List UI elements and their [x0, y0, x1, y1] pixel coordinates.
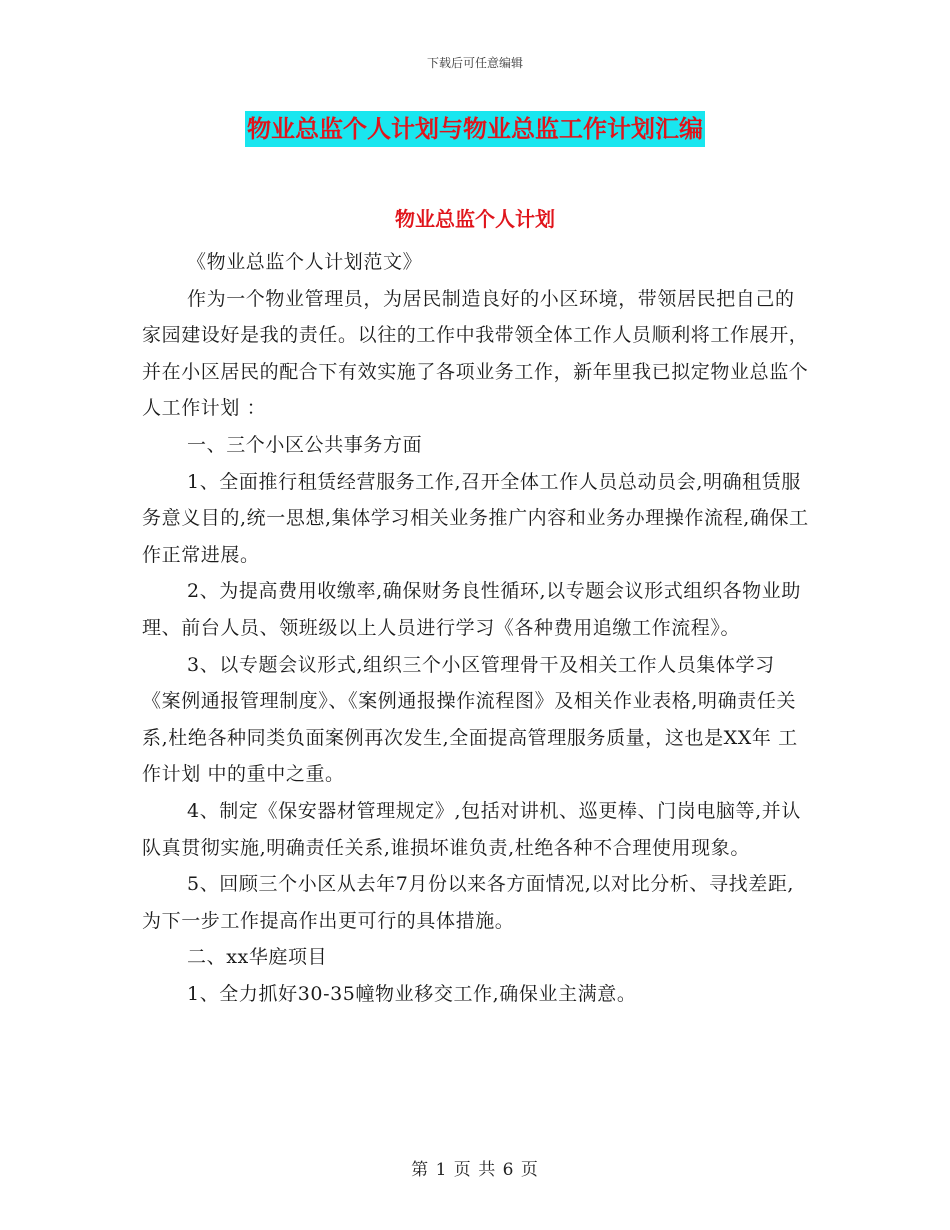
paragraph: 1、全力抓好30-35幢物业移交工作,确保业主满意。 — [187, 982, 637, 1005]
section-title: 物业总监个人计划 — [395, 207, 555, 231]
document-title: 物业总监个人计划与物业总监工作计划汇编 — [245, 111, 705, 147]
paragraph: 4、制定《保安器材管理规定》,包括对讲机、巡更棒、门岗电脑等,并认队真贯彻实施,明确责任关系,谁损坏谁负责,杜绝各种不合理使用现象。 — [142, 799, 801, 859]
paragraph: 二、xx华庭项目 — [187, 946, 328, 969]
paragraph: 5、回顾三个小区从去年7月份以来各方面情况,以对比分析、寻找差距,为下一步工作提高作出更可行的具体措施。 — [142, 873, 795, 932]
header-note: 下载后可任意编辑 — [426, 56, 523, 70]
paragraph: 2、为提高费用收缴率,确保财务良性循环,以专题会议形式组织各物业助理、前台人员、领班级以上人员进行学习《各种费用追缴工作流程》。 — [142, 580, 801, 639]
paragraph: 一、三个小区公共事务方面 — [187, 433, 423, 456]
document-body — [142, 244, 812, 1012]
paragraph: 作为一个物业管理员，为居民制造良好的小区环境，带领居民把自己的家园建设好是我的责任。以往的工作中我带领全体工作人员顺利将工作展开，并在小区居民的配合下有效实施了各项业务工作，新年里我已拟定物业总监个人工作计划 ： — [142, 287, 809, 420]
page-number-footer: 第 1 页 共 6 页 — [411, 1160, 539, 1180]
paragraph: 3、以专题会议形式,组织三个小区管理骨干及相关工作人员集体学习《案例通报管理制度》、《案例通报操作流程图》及相关作业表格,明确责任关系,杜绝各种同类负面案例再次发生,全面提高管理服务质量，这也是XX年 工作计划 中的重中之重。 — [142, 653, 798, 786]
paragraph: 1、全面推行租赁经营服务工作,召开全体工作人员总动员会,明确租赁服务意义目的,统一思想,集体学习相关业务推广内容和业务办理操作流程,确保工作正常进展。 — [142, 470, 809, 566]
main-title-wrap — [0, 111, 950, 147]
paragraph: 《物业总监个人计划范文》 — [187, 251, 423, 273]
